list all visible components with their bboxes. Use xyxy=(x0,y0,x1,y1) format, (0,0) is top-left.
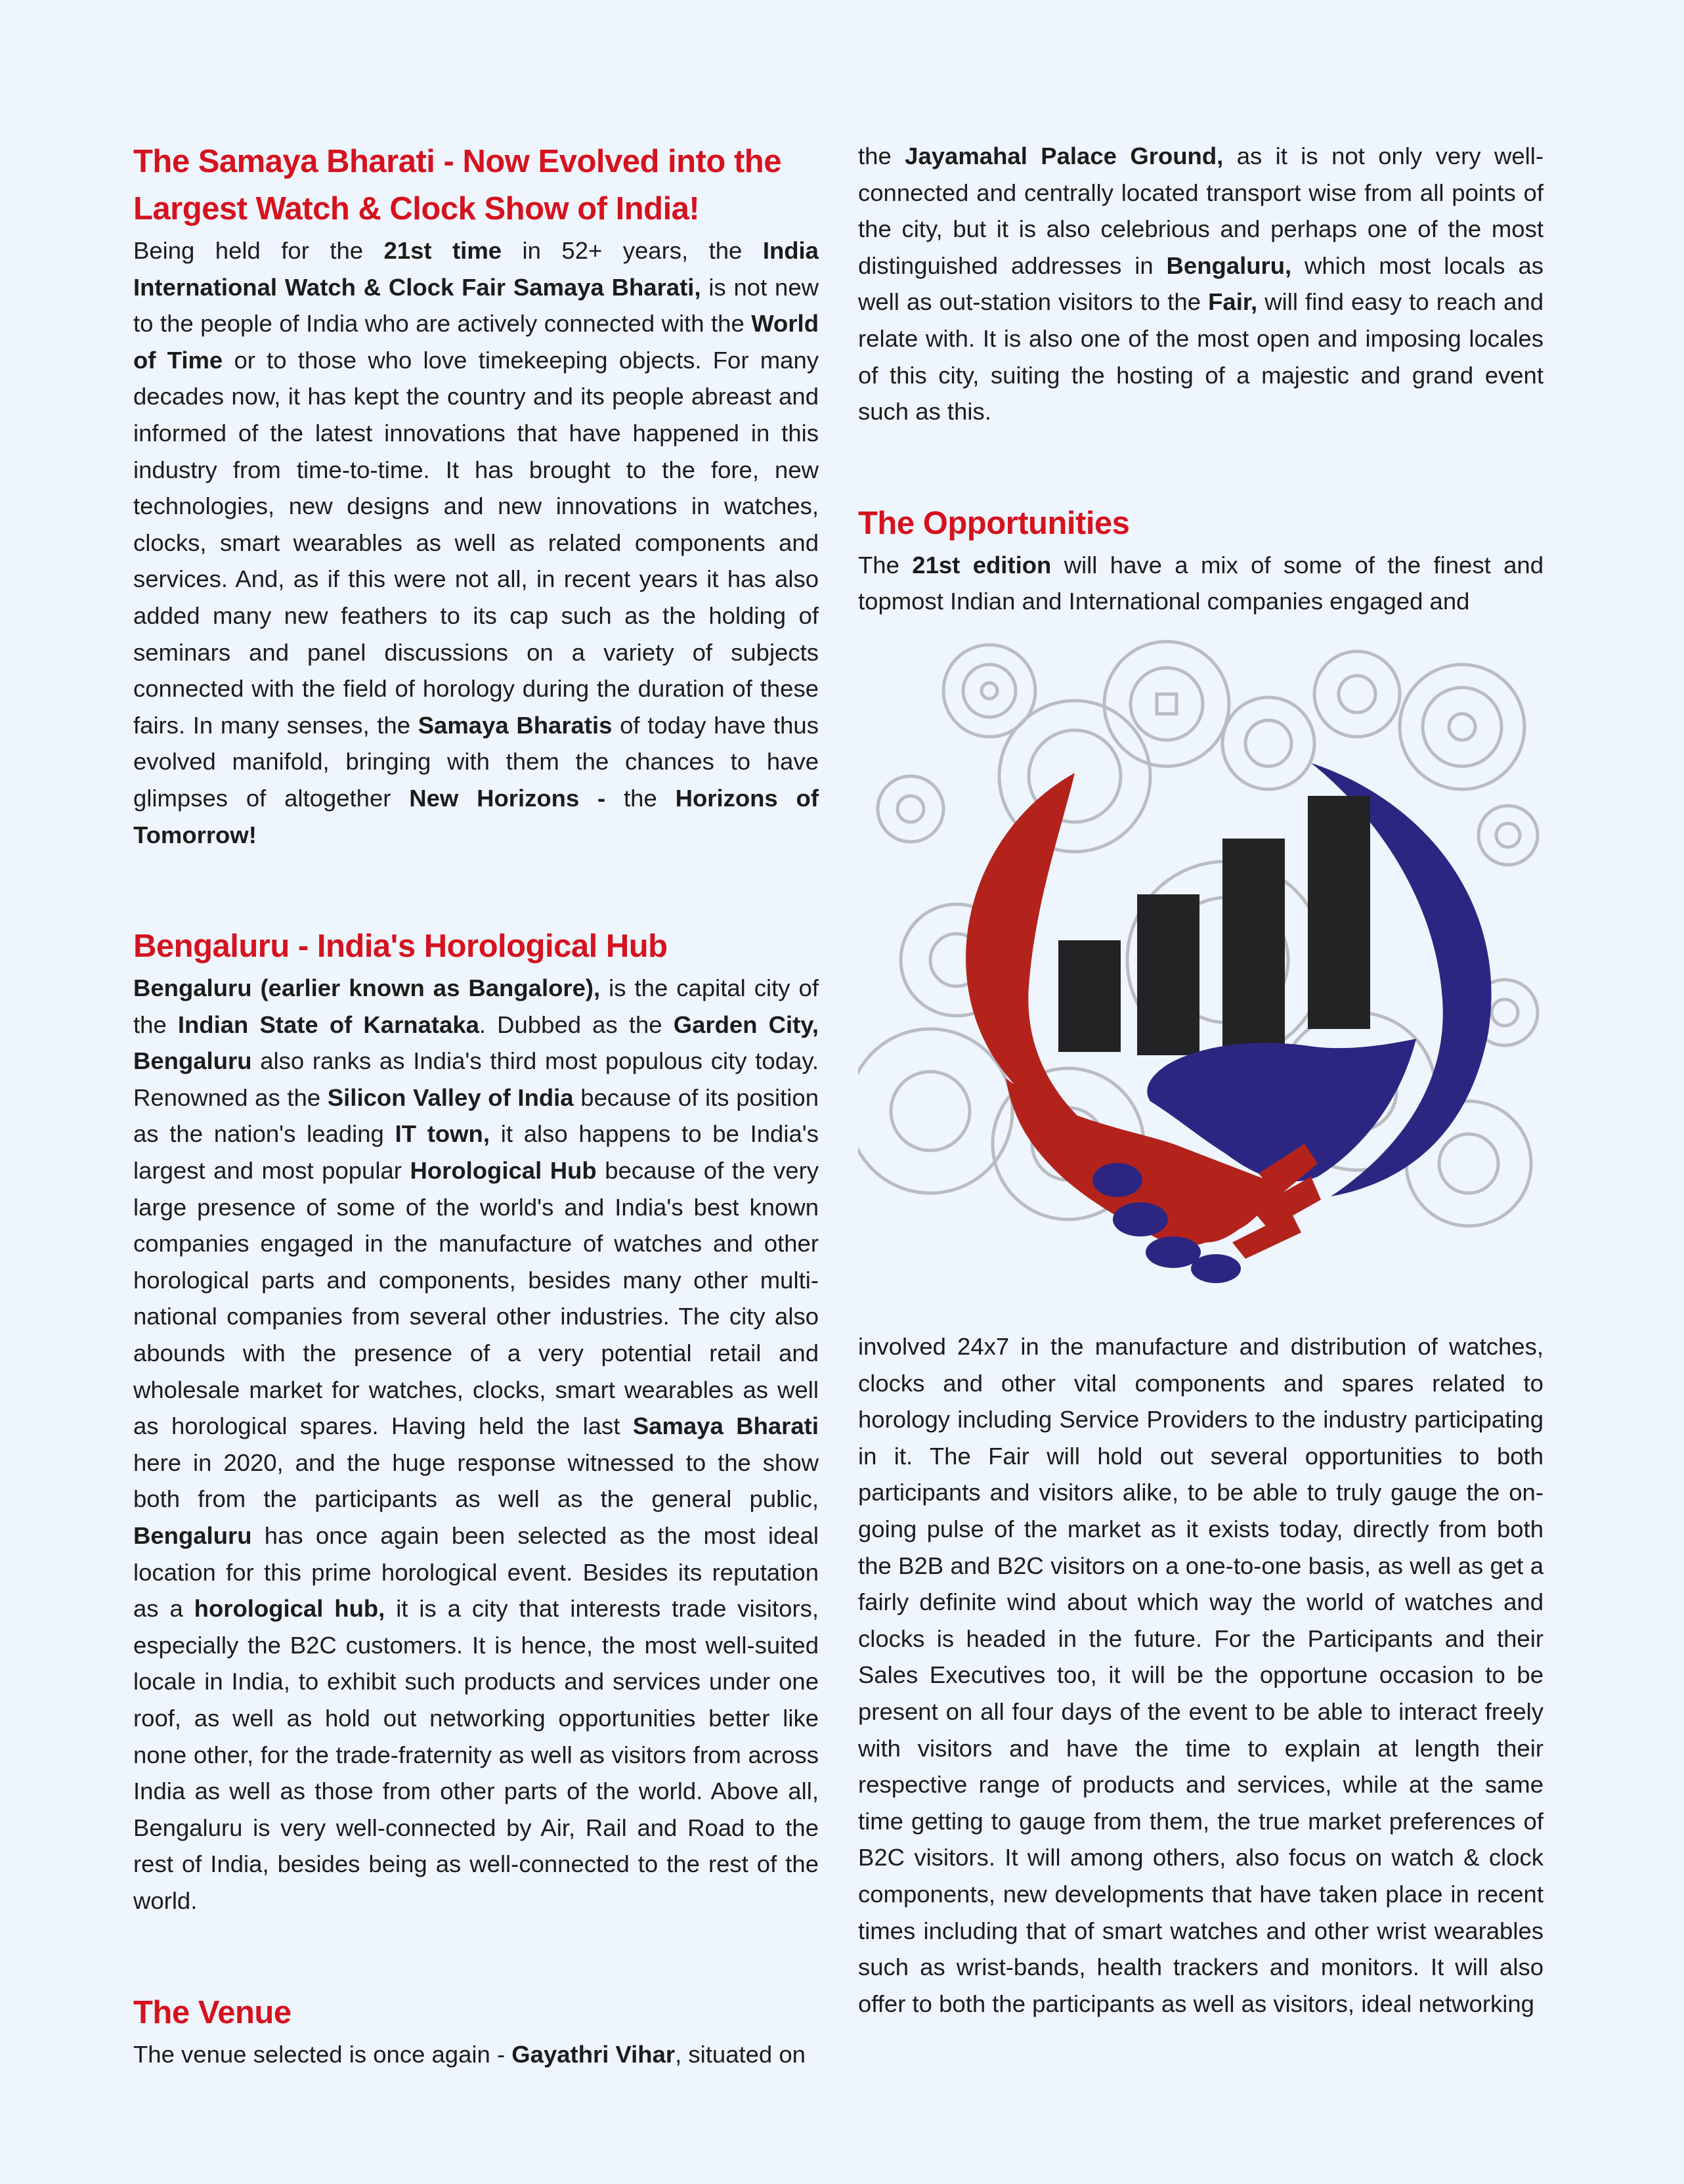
text-run: because of the very large presence of some of the world's and India's best known companies engaged in the manufacture of watches and other horological parts and components, besides many other multi-national companies from several other industries. The city also abounds with the presence of a very potential retail and wholesale market for watches, clocks, smart wearables as well as horological spares. Having held the last xyxy=(133,1157,819,1440)
text-run: it also happens to be India's largest and most popular xyxy=(133,1120,819,1185)
handshake-illustration xyxy=(858,619,1544,1309)
text-run: the xyxy=(858,142,905,169)
bold-text-run: 21st edition xyxy=(912,551,1052,579)
text-run: is not new to the people of India who are actively connected with the xyxy=(133,273,819,338)
text-run: Being held for the xyxy=(133,237,384,264)
intro-paragraph xyxy=(133,232,819,853)
bold-text-run: Samaya Bharatis xyxy=(418,711,613,739)
text-run: the xyxy=(605,784,676,812)
bold-text-run: Bengaluru (earlier known as Bangalore), xyxy=(133,974,601,1002)
text-run: because of its position as the nation's leading xyxy=(133,1083,819,1148)
text-run: in 52+ years, the xyxy=(502,237,763,264)
bold-text-run: Gayathri Vihar xyxy=(511,2040,676,2068)
text-run: which most locals as well as out-station visitors to the xyxy=(858,251,1544,316)
opportunities-paragraph-start xyxy=(858,547,1544,620)
text-run: will find easy to reach and relate with. It is also one of the most open and imposing locales of this city, suiting the hosting of a majestic and grand event such as this. xyxy=(858,288,1544,426)
left-column xyxy=(133,138,819,2072)
bold-text-run: Fair, xyxy=(1208,288,1258,316)
right-column-top xyxy=(858,138,1544,620)
bengaluru-paragraph xyxy=(133,970,819,1919)
text-run: of today have thus evolved manifold, bringing with them the chances to have glimpses of altogether xyxy=(133,711,819,812)
bold-text-run: horological hub, xyxy=(194,1595,385,1623)
text-run: has once again been selected as the most ideal location for this prime horological event. Besides its reputation as a xyxy=(133,1522,819,1623)
bold-text-run: Horizons of Tomorrow! xyxy=(133,784,819,848)
text-run: is the capital city of the xyxy=(133,974,819,1038)
opportunities-heading: The Opportunities xyxy=(858,505,1130,541)
intro-heading: The Samaya Bharati - Now Evolved into the Largest Watch & Clock Show of India! xyxy=(133,144,781,227)
bold-text-run: IT town, xyxy=(395,1120,490,1148)
bold-text-run: Horological Hub xyxy=(410,1157,597,1185)
text-run: also ranks as India's third most populous city today. Renowned as the xyxy=(133,1047,819,1111)
venue-heading: The Venue xyxy=(133,1994,291,2030)
venue-paragraph-start xyxy=(133,2036,819,2073)
text-run: . Dubbed as the xyxy=(479,1011,674,1038)
bold-text-run: Silicon Valley of India xyxy=(327,1083,574,1111)
bold-text-run: India International Watch & Clock Fair Samaya Bharati, xyxy=(133,237,819,301)
bold-text-run: Samaya Bharati xyxy=(632,1412,819,1440)
bold-text-run: World of Time xyxy=(133,310,819,374)
text-run: The xyxy=(858,551,913,579)
text-run: The venue selected is once again - xyxy=(133,2040,512,2068)
bold-text-run: New Horizons - xyxy=(409,784,606,812)
bold-text-run: Bengaluru xyxy=(133,1522,252,1549)
opportunities-paragraph-continued xyxy=(858,1328,1544,2022)
venue-paragraph-continued xyxy=(858,138,1544,430)
text-run: it is a city that interests trade visitors, especially the B2C customers. It is hence, the most well-suited locale in India, to exhibit such products and services under one roof, as well as hold out networking opportunities better like none other, for the trade-fraternity as well as visitors from across India as well as those from other parts of the world. Above all, Bengaluru is very well-connected by Air, Rail and Road to the rest of India, besides being as well-connected to the rest of the world. xyxy=(133,1595,819,1914)
text-run: or to those who love timekeeping objects. For many decades now, it has kept the country and its people abreast and informed of the latest innovations that have happened in this industry from time-to-time. It has brought to the fore, new technologies, new designs and new innovations in watches, clocks, smart wearables as well as related components and services. And, as if this were not all, in recent years it has also added many new feathers to its cap such as the holding of seminars and panel discussions on a variety of subjects connected with the field of horology during the duration of these fairs. In many senses, the xyxy=(133,346,819,739)
bold-text-run: 21st time xyxy=(383,237,502,264)
text-run: involved 24x7 in the manufacture and distribution of watches, clocks and other vital components and spares related to horology including Service Providers to the industry participating in it. The Fair will hold out several opportunities to both participants and visitors alike, to be able to truly gauge the on-going pulse of the market as it exists today, directly from both the B2B and B2C visitors on a one-to-one basis, as well as get a fairly definite wind about which way the world of watches and clocks is headed in the future. For the Participants and their Sales Executives too, it will be the opportune occasion to be present on all four days of the event to be able to interact freely with visitors and have the time to explain at length their respective range of products and services, while at the same time getting to gauge from them, the true market preferences of B2C visitors. It will among others, also focus on watch & clock components, new developments that have taken place in recent times including that of smart watches and other wrist wearables such as wrist-bands, health trackers and monitors. It will also offer to both the participants as well as visitors, ideal networking xyxy=(858,1333,1544,2017)
bold-text-run: Garden City, Bengaluru xyxy=(133,1011,819,1075)
bold-text-run: Jayamahal Palace Ground, xyxy=(905,142,1224,169)
bold-text-run: Indian State of Karnataka xyxy=(177,1011,479,1038)
text-run: will have a mix of some of the finest and topmost Indian and International companies engaged and xyxy=(858,551,1544,615)
bengaluru-heading: Bengaluru - India's Horological Hub xyxy=(133,928,668,965)
handshake-growth-chart-icon xyxy=(858,619,1544,1309)
text-run: here in 2020, and the huge response witnessed to the show both from the participants as well as the general public, xyxy=(133,1449,819,1513)
right-column-bottom xyxy=(858,1328,1544,2022)
text-run: , situated on xyxy=(675,2040,806,2068)
text-run: as it is not only very well-connected and centrally located transport wise from all points of the city, but it is also celebrious and perhaps one of the most distinguished addresses in xyxy=(858,142,1544,279)
bold-text-run: Bengaluru, xyxy=(1166,251,1292,279)
